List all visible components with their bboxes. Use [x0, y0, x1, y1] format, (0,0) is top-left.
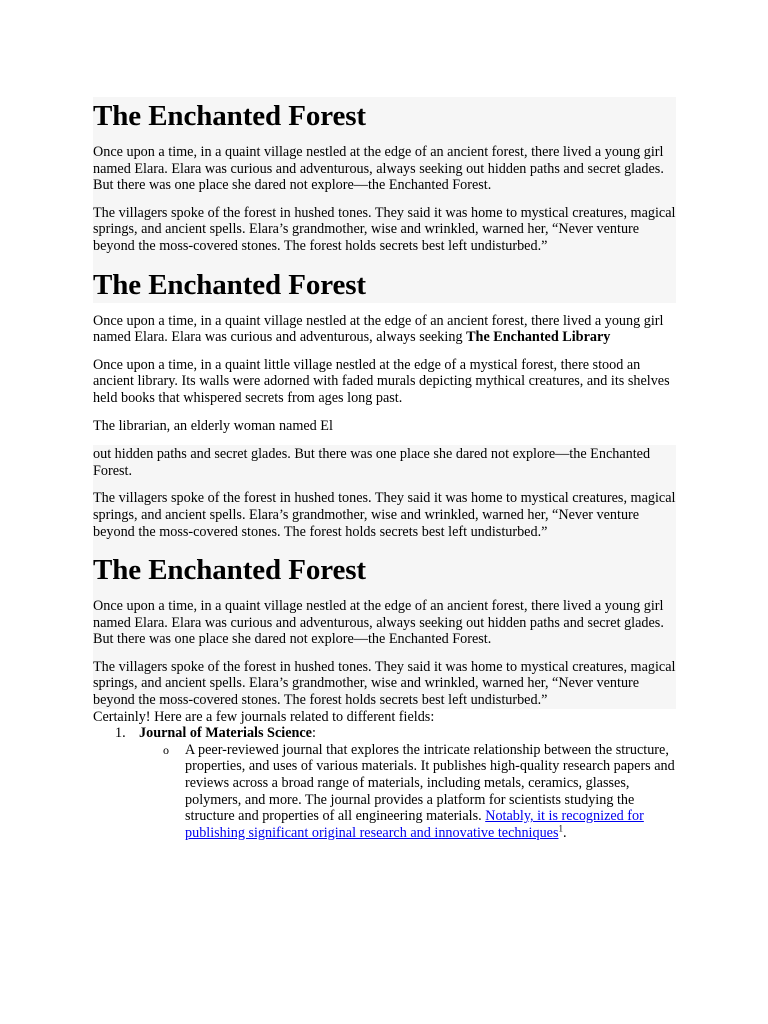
section-3-paragraph-2: The villagers spoke of the forest in hushed tones. They said it was home to mystical creatures, magical springs, and ancient spells. Elara’s grandmother, wise and wrinkled, warned her, “Never venture beyond the moss-covered stones. The forest holds secrets best left undisturbed.” — [93, 490, 676, 540]
journals-section — [93, 709, 676, 842]
hollow-bullet-icon: o — [163, 742, 169, 757]
section-1-title: The Enchanted Forest — [93, 100, 366, 132]
section-2-paragraph-3: The librarian, an elderly woman named El — [93, 417, 333, 434]
section-2-paragraph-1-text: Once upon a time, in a quaint village nestled at the edge of an ancient forest, there lived a young girl named Elara. Elara was curious and adventurous, always seeking — [93, 312, 664, 346]
section-4-paragraph-2: The villagers spoke of the forest in hushed tones. They said it was home to mystical creatures, magical springs, and ancient spells. Elara’s grandmother, wise and wrinkled, warned her, “Never venture beyond the moss-covered stones. The forest holds secrets best left undisturbed.” — [93, 658, 676, 709]
story-section-2 — [93, 303, 676, 446]
journal-item-1 — [93, 725, 676, 841]
section-2-paragraph-2: Once upon a time, in a quaint little village nestled at the edge of a mystical forest, there stood an ancient library. Its walls were adorned with faded murals depicting mythical creatures, and its shelves held books that whispered secrets from ages long past. — [93, 356, 670, 406]
journals-list — [93, 725, 676, 841]
journal-item-1-name: Journal of Materials Science — [139, 725, 312, 742]
section-4-paragraph-1: Once upon a time, in a quaint village nestled at the edge of an ancient forest, there lived a young girl named Elara. Elara was curious and adventurous, always seeking out hidden paths and secret glades. But there was one place she dared not explore—the Enchanted Forest. — [93, 598, 664, 648]
section-1-paragraph-2: The villagers spoke of the forest in hushed tones. They said it was home to mystical creatures, magical springs, and ancient spells. Elara’s grandmother, wise and wrinkled, warned her, “Never venture beyond the moss-covered stones. The forest holds secrets best left undisturbed.” — [93, 204, 676, 254]
journal-item-1-footnote[interactable]: 1 — [558, 823, 564, 834]
section-4-title: The Enchanted Forest — [93, 554, 366, 587]
document-page — [93, 97, 676, 841]
journal-item-1-colon: : — [311, 725, 316, 742]
story-section-2-heading — [93, 266, 676, 303]
journal-item-1-link[interactable]: Notably, it is recognized for publishing significant original research and innovative techniques — [185, 808, 644, 841]
section-3-paragraph-1: out hidden paths and secret glades. But there was one place she dared not explore—the Enchanted Forest. — [93, 446, 651, 479]
journal-item-1-number: 1. — [115, 725, 126, 742]
section-2-paragraph-1 — [93, 303, 676, 357]
journal-item-1-details — [139, 742, 676, 842]
section-2-title: The Enchanted Forest — [93, 268, 366, 301]
journals-intro: Certainly! Here are a few journals related to different fields: — [93, 708, 435, 725]
journal-item-1-period: . — [563, 824, 567, 841]
section-2-paragraph-1-bold: The Enchanted Library — [466, 329, 611, 346]
journal-item-1-description: A peer-reviewed journal that explores the intricate relationship between the structure, properties, and uses of various materials. It publishes high-quality research papers and reviews across a broad range of materials, including metals, ceramics, glasses, polymers, and more. The journal provides a platform for scientists studying the structure and properties of all engineering materials. — [185, 741, 675, 825]
story-section-1 — [93, 97, 676, 266]
story-section-3 — [93, 445, 676, 709]
section-1-paragraph-1: Once upon a time, in a quaint village nestled at the edge of an ancient forest, there lived a young girl named Elara. Elara was curious and adventurous, always seeking out hidden paths and secret glades. But there was one place she dared not explore—the Enchanted Forest. — [93, 144, 664, 194]
journal-item-1-detail — [139, 742, 676, 842]
